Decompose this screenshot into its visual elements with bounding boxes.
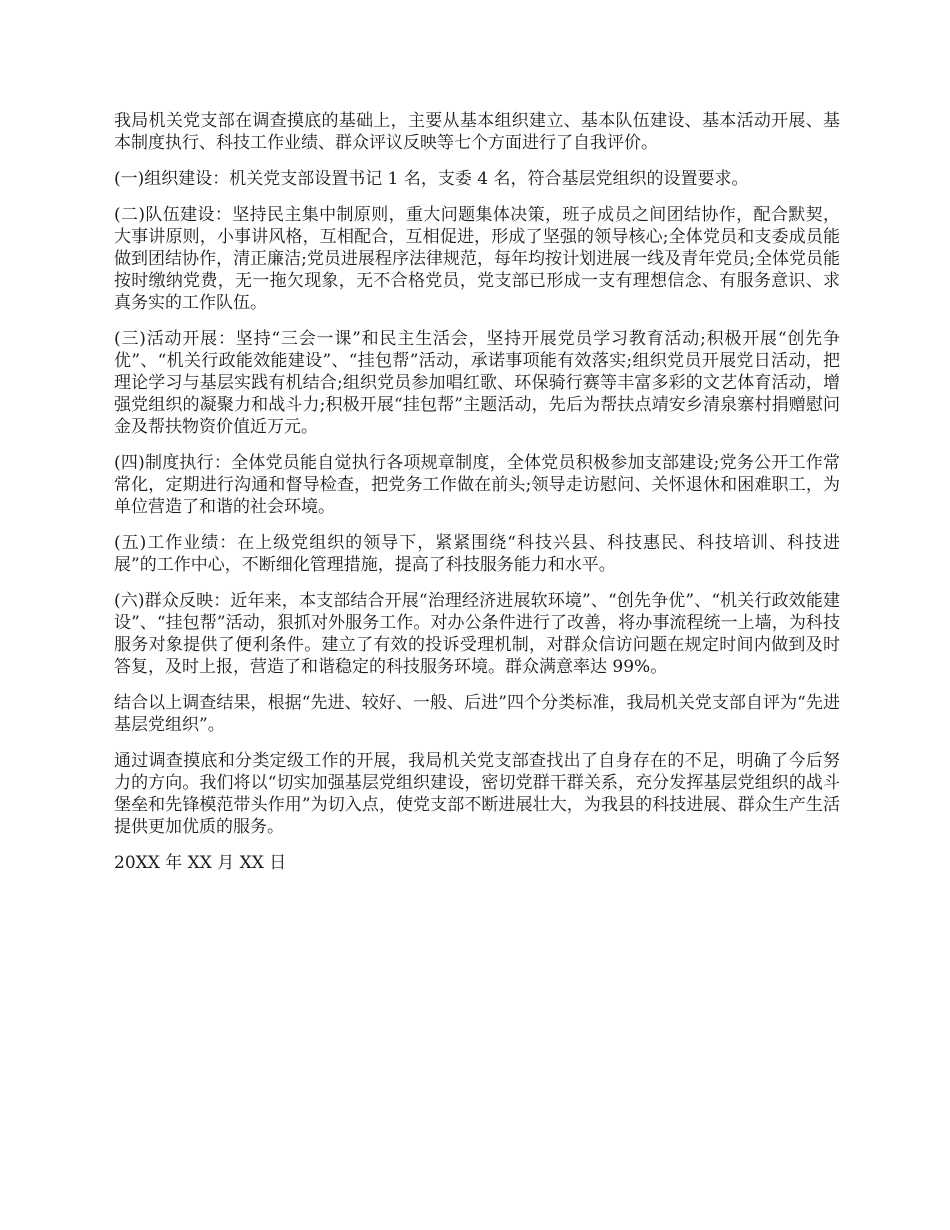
document-date: 20XX 年 XX 月 XX 日 (114, 853, 287, 873)
paragraph-conclusion: 通过调查摸底和分类定级工作的开展，我局机关党支部查找出了自身存在的不足，明确了今后努力的方向。我们将以“切实加强基层党组织建设，密切党群干群关系，充分发挥基层党组织的战斗堡垒和先锋模范带头作用”为切入点，使党支部不断进展壮大，为我县的科技进展、群众生产生活提供更加优质的服务。 (114, 751, 840, 837)
paragraph-feedback: (六)群众反映：近年来，本支部结合开展“治理经济进展软环境”、“创先争优”、“机关行政效能建设”、“挂包帮”活动，狠抓对外服务工作。对办公条件进行了改善，将办事流程统一上墙，为科技服务对象提供了便利条件。建立了有效的投诉受理机制，对群众信访问题在规定时间内做到及时答复，及时上报，营造了和谐稳定的科技服务环境。群众满意率达 99%。 (114, 591, 840, 677)
paragraph-performance: (五)工作业绩：在上级党组织的领导下，紧紧围绕“科技兴县、科技惠民、科技培训、科技进展”的工作中心，不断细化管理措施，提高了科技服务能力和水平。 (114, 533, 840, 575)
paragraph-system: (四)制度执行：全体党员能自觉执行各项规章制度，全体党员积极参加支部建设;党务公开工作常常化，定期进行沟通和督导检查，把党务工作做在前头;领导走访慰问、关怀退休和困难职工，为单位营造了和谐的社会环境。 (114, 453, 840, 517)
paragraph-result: 结合以上调查结果，根据“先进、较好、一般、后进”四个分类标准，我局机关党支部自评为“先进基层党组织”。 (114, 693, 840, 735)
paragraph-activities: (三)活动开展：坚持“三会一课”和民主生活会，坚持开展党员学习教育活动;积极开展“创先争优”、“机关行政能效能建设”、“挂包帮”活动，承诺事项能有效落实;组织党员开展党日活动，把理论学习与基层实践有机结合;组织党员参加唱红歌、环保骑行赛等丰富多彩的文艺体育活动，增强党组织的凝聚力和战斗力;积极开展“挂包帮”主题活动，先后为帮扶点靖安乡清泉寨村捐赠慰问金及帮扶物资价值近万元。 (114, 329, 840, 437)
paragraph-team: (二)队伍建设：坚持民主集中制原则，重大问题集体决策，班子成员之间团结协作，配合默契，大事讲原则，小事讲风格，互相配合，互相促进，形成了坚强的领导核心;全体党员和支委成员能做到团结协作，清正廉洁;党员进展程序法律规范，每年均按计划进展一线及青年党员;全体党员能按时缴纳党费，无一拖欠现象，无不合格党员，党支部已形成一支有理想信念、有服务意识、求真务实的工作队伍。 (114, 205, 841, 313)
document-body (114, 110, 840, 888)
paragraph-intro: 我局机关党支部在调查摸底的基础上，主要从基本组织建立、基本队伍建设、基本活动开展、基本制度执行、科技工作业绩、群众评议反映等七个方面进行了自我评价。 (114, 111, 840, 153)
paragraph-organization: (一)组织建设：机关党支部设置书记 1 名，支委 4 名，符合基层党组织的设置要求。 (114, 169, 749, 189)
